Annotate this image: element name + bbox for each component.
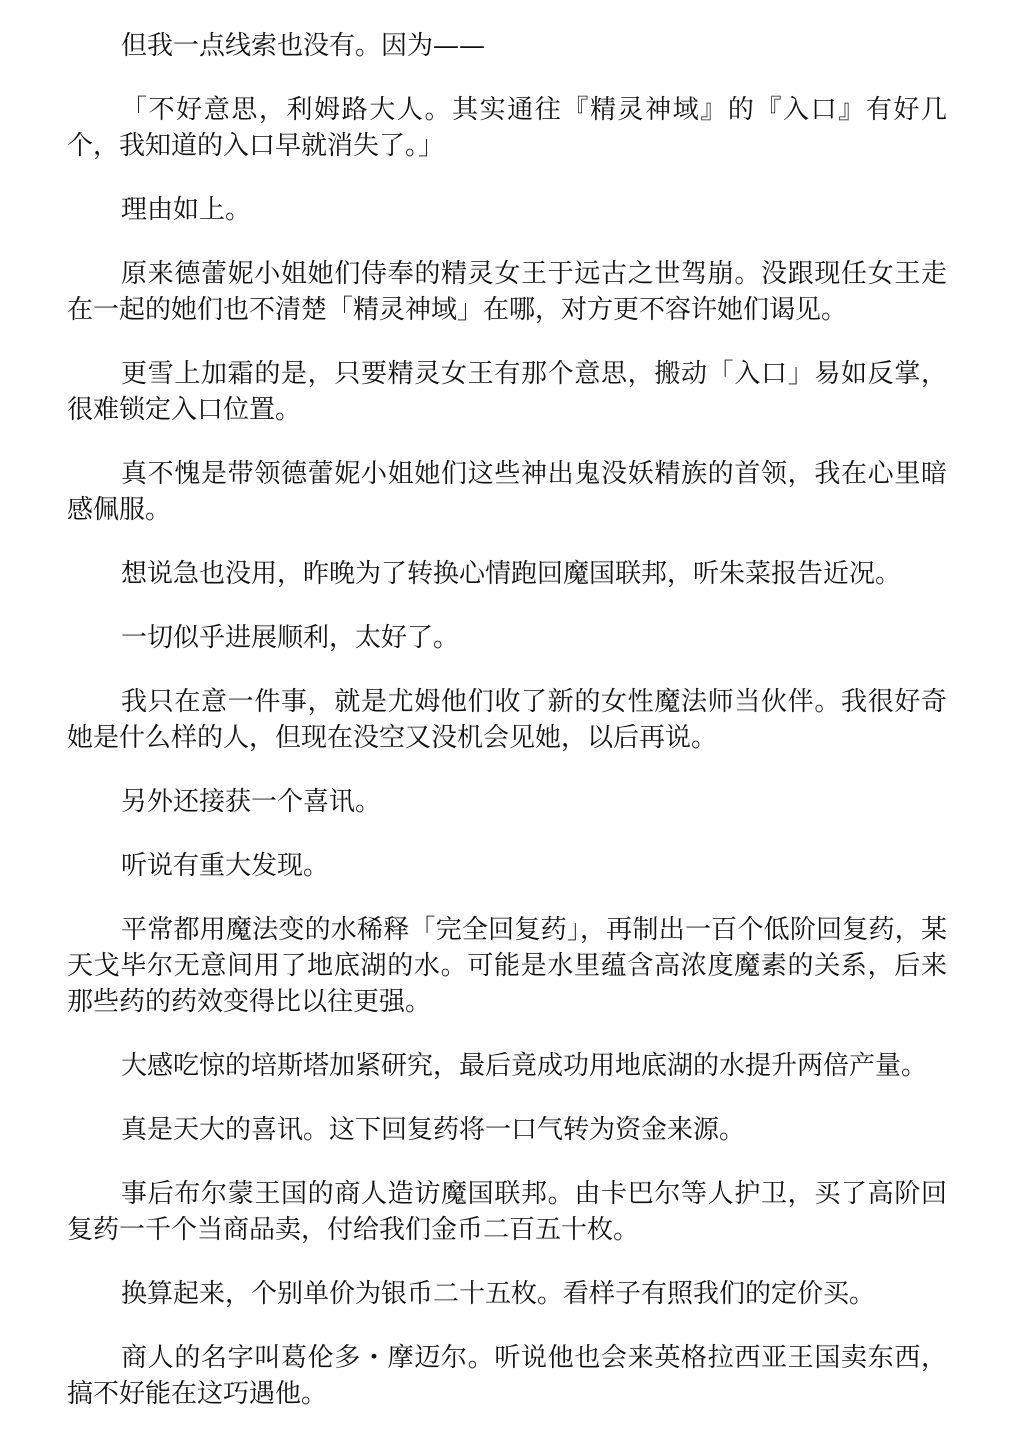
paragraph-12: 平常都用魔法变的水稀释「完全回复药」，再制出一百个低阶回复药，某天戈毕尔无意间用了地底湖的水。可能是水里蕴含高浓度魔素的关系，后来那些药的药效变得比以往更强。 xyxy=(67,915,947,1017)
paragraph-7: 想说急也没用，昨晚为了转换心情跑回魔国联邦，听朱菜报告近况。 xyxy=(121,559,902,589)
paragraph-8: 一切似乎进展顺利，太好了。 xyxy=(121,623,460,653)
paragraph-9: 我只在意一件事，就是尤姆他们收了新的女性魔法师当伙伴。我很好奇她是什么样的人，但现在没空又没机会见她，以后再说。 xyxy=(67,687,947,753)
paragraph-13: 大感吃惊的培斯塔加紧研究，最后竟成功用地底湖的水提升两倍产量。 xyxy=(121,1051,928,1081)
paragraph-2: 「不好意思，利姆路大人。其实通往『精灵神域』的『入口』有好几个，我知道的入口早就消失了。」 xyxy=(67,95,947,161)
paragraph-6: 真不愧是带领德蕾妮小姐她们这些神出鬼没妖精族的首领，我在心里暗感佩服。 xyxy=(67,459,947,525)
paragraph-5: 更雪上加霜的是，只要精灵女王有那个意思，搬动「入口」易如反掌，很难锁定入口位置。 xyxy=(67,359,947,425)
paragraph-3: 理由如上。 xyxy=(121,195,252,225)
paragraph-4: 原来德蕾妮小姐她们侍奉的精灵女王于远古之世驾崩。没跟现任女王走在一起的她们也不清楚「精灵神域」在哪，对方更不容许她们谒见。 xyxy=(67,259,947,325)
paragraph-11: 听说有重大发现。 xyxy=(121,851,330,881)
document-page xyxy=(67,28,947,1440)
paragraph-10: 另外还接获一个喜讯。 xyxy=(121,787,382,817)
paragraph-1: 但我一点线索也没有。因为—— xyxy=(121,31,486,61)
paragraph-16: 换算起来，个别单价为银币二十五枚。看样子有照我们的定价买。 xyxy=(121,1279,876,1309)
paragraph-14: 真是天大的喜讯。这下回复药将一口气转为资金来源。 xyxy=(121,1115,746,1145)
paragraph-15: 事后布尔蒙王国的商人造访魔国联邦。由卡巴尔等人护卫，买了高阶回复药一千个当商品卖，付给我们金币二百五十枚。 xyxy=(67,1179,947,1245)
paragraph-17: 商人的名字叫葛伦多・摩迈尔。听说他也会来英格拉西亚王国卖东西，搞不好能在这巧遇他。 xyxy=(67,1343,947,1409)
